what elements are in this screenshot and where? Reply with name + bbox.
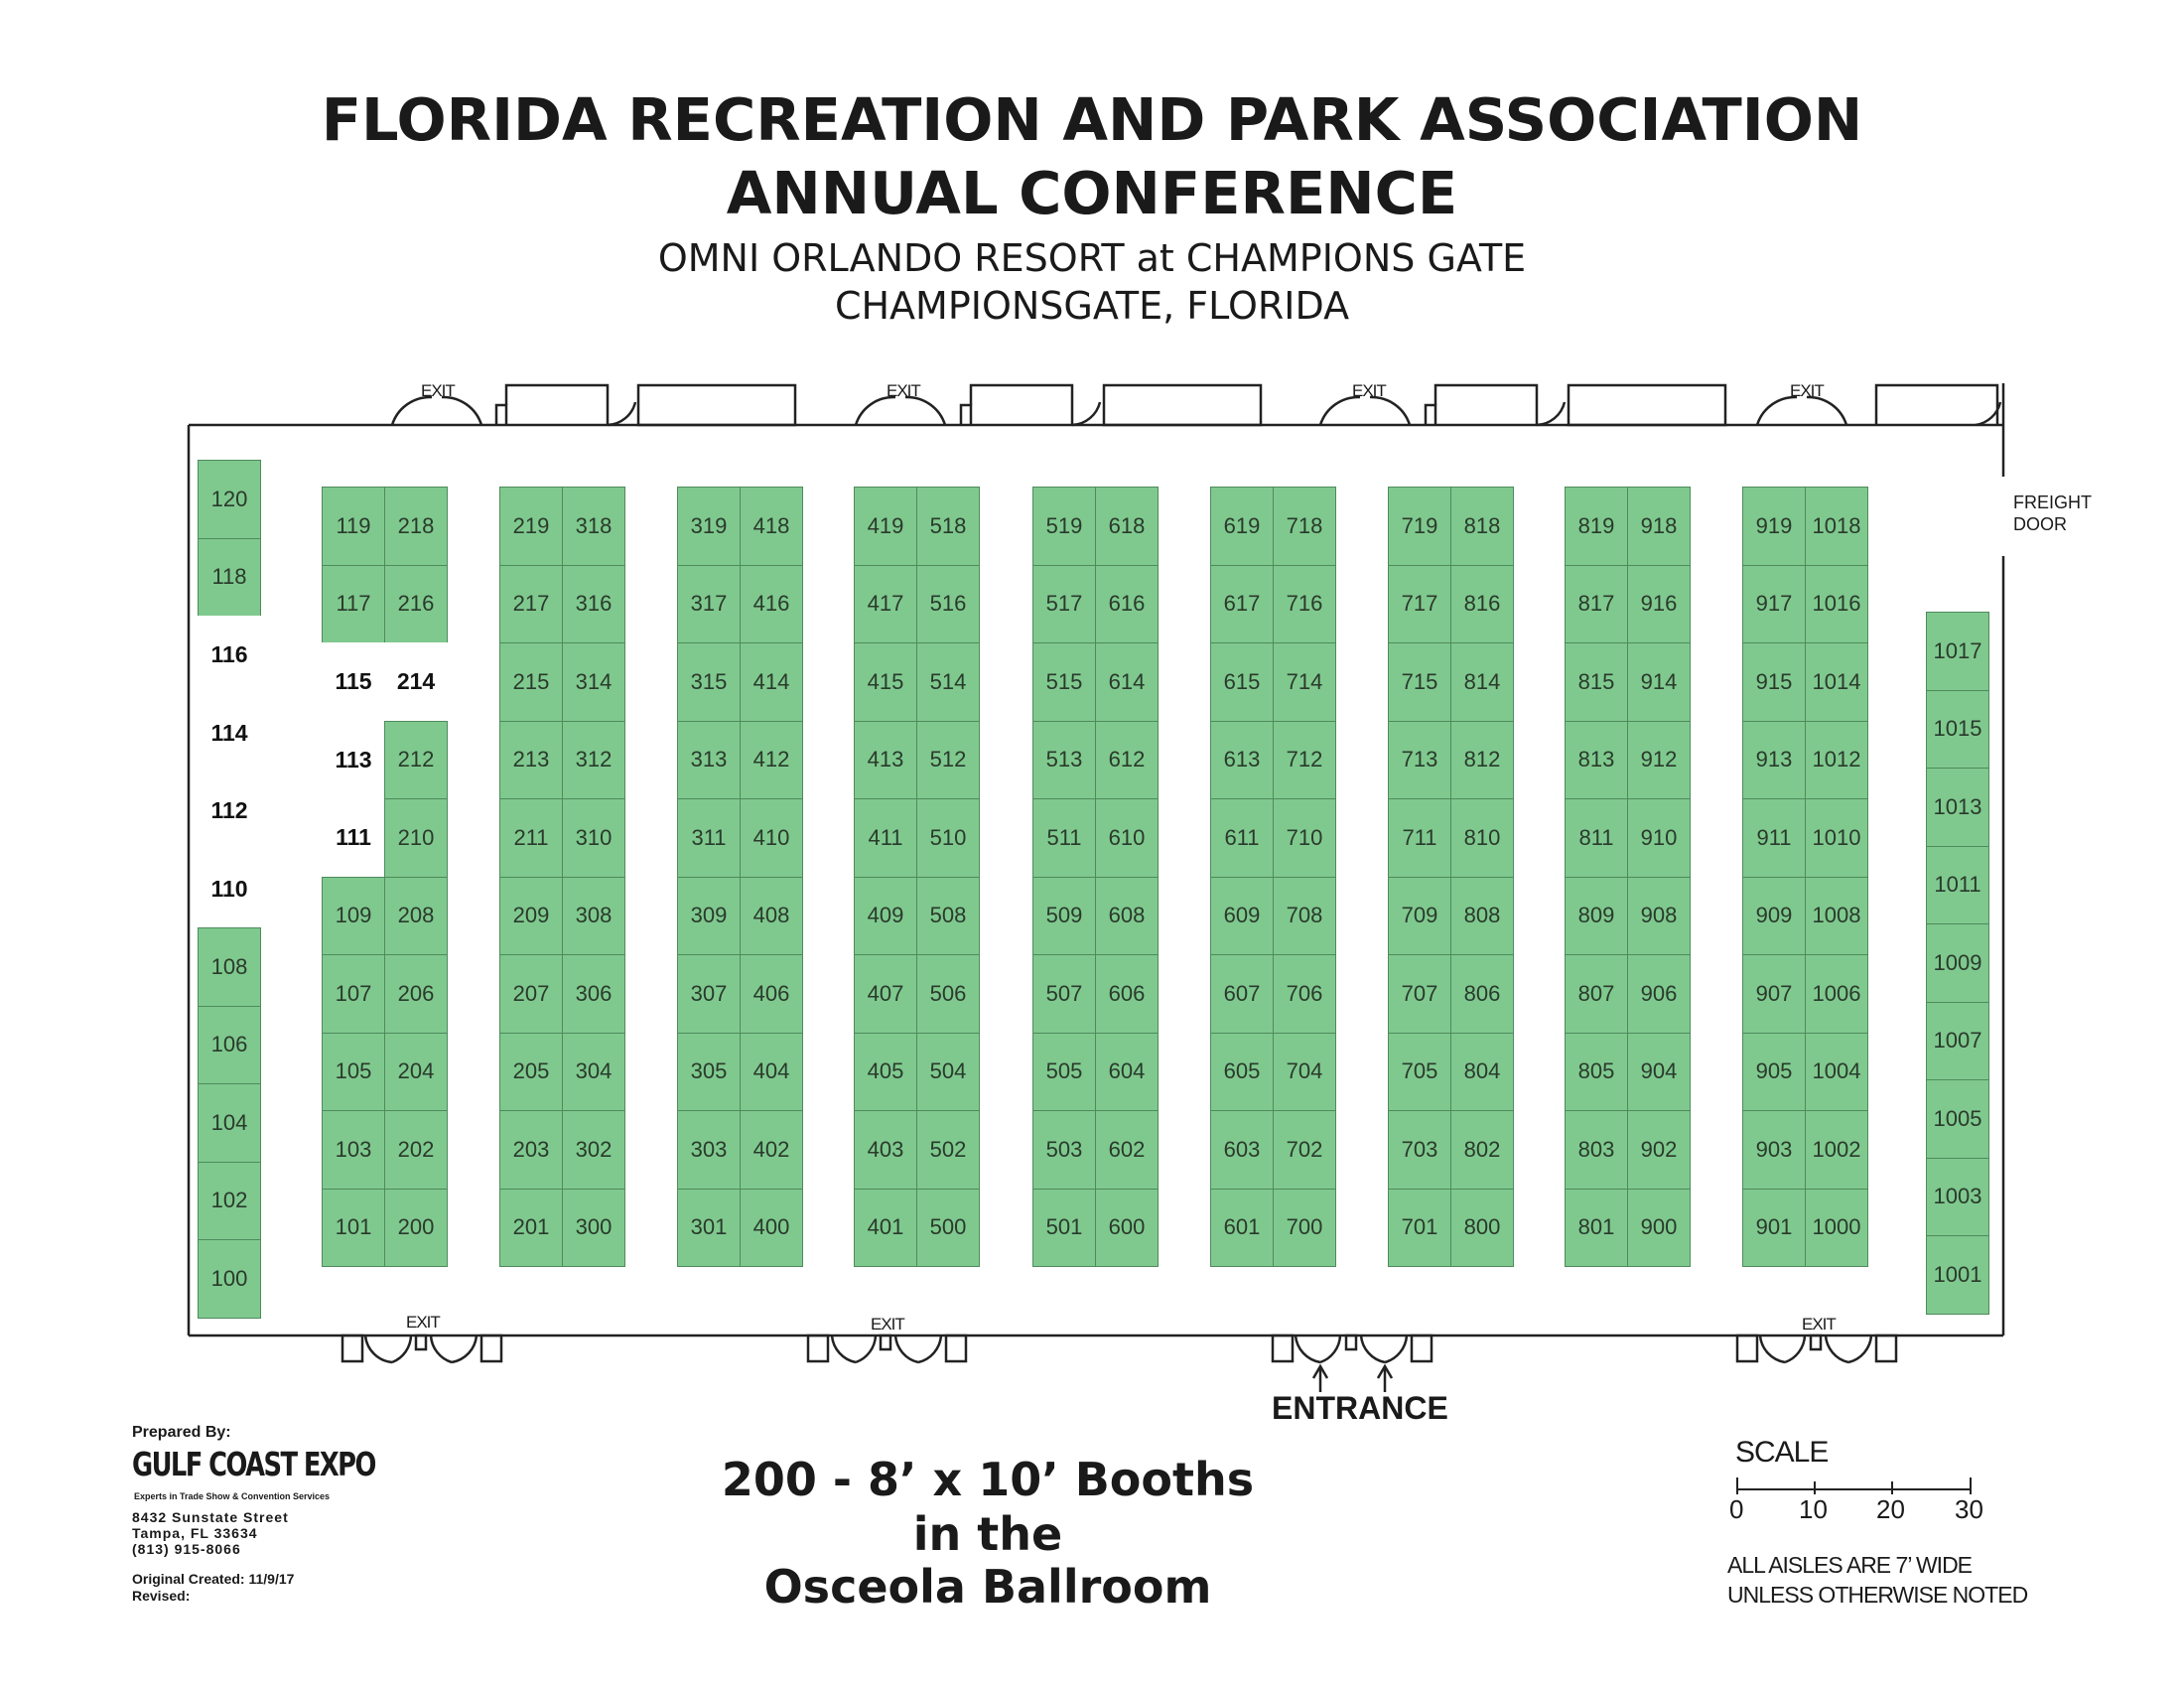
booth-400[interactable]: 400 bbox=[740, 1189, 803, 1268]
booth-513[interactable]: 513 bbox=[1032, 721, 1096, 800]
booth-619[interactable]: 619 bbox=[1210, 487, 1274, 566]
booth-312[interactable]: 312 bbox=[562, 721, 625, 800]
booth-615[interactable]: 615 bbox=[1210, 642, 1274, 722]
booth-307[interactable]: 307 bbox=[677, 954, 741, 1034]
booth-807[interactable]: 807 bbox=[1565, 954, 1628, 1034]
booth-404[interactable]: 404 bbox=[740, 1033, 803, 1112]
booth-708[interactable]: 708 bbox=[1273, 877, 1336, 956]
booth-508[interactable]: 508 bbox=[916, 877, 980, 956]
booth-1006[interactable]: 1006 bbox=[1805, 954, 1868, 1034]
booth-518[interactable]: 518 bbox=[916, 487, 980, 566]
booth-500[interactable]: 500 bbox=[916, 1189, 980, 1268]
booth-817[interactable]: 817 bbox=[1565, 565, 1628, 644]
booth-605[interactable]: 605 bbox=[1210, 1033, 1274, 1112]
booth-502[interactable]: 502 bbox=[916, 1110, 980, 1190]
booth-215[interactable]: 215 bbox=[499, 642, 563, 722]
booth-1000[interactable]: 1000 bbox=[1805, 1189, 1868, 1268]
booth-805[interactable]: 805 bbox=[1565, 1033, 1628, 1112]
booth-609[interactable]: 609 bbox=[1210, 877, 1274, 956]
booth-210[interactable]: 210 bbox=[384, 798, 448, 878]
booth-713[interactable]: 713 bbox=[1388, 721, 1451, 800]
booth-818[interactable]: 818 bbox=[1450, 487, 1514, 566]
booth-919[interactable]: 919 bbox=[1742, 487, 1806, 566]
exit-label-top-4: EXIT bbox=[1790, 381, 1824, 400]
booth-710[interactable]: 710 bbox=[1273, 798, 1336, 878]
booth-203[interactable]: 203 bbox=[499, 1110, 563, 1190]
booth-701[interactable]: 701 bbox=[1388, 1189, 1451, 1268]
booth-418[interactable]: 418 bbox=[740, 487, 803, 566]
booth-802[interactable]: 802 bbox=[1450, 1110, 1514, 1190]
booth-1009[interactable]: 1009 bbox=[1926, 923, 1989, 1003]
entrance-label: ENTRANCE bbox=[1272, 1390, 1448, 1426]
exit-label-top-2: EXIT bbox=[887, 381, 920, 400]
booth-900[interactable]: 900 bbox=[1627, 1189, 1691, 1268]
booth-1002[interactable]: 1002 bbox=[1805, 1110, 1868, 1190]
booth-819[interactable]: 819 bbox=[1565, 487, 1628, 566]
booth-108[interactable]: 108 bbox=[198, 927, 261, 1007]
booth-202[interactable]: 202 bbox=[384, 1110, 448, 1190]
booth-407[interactable]: 407 bbox=[854, 954, 917, 1034]
company-phone: (813) 915-8066 bbox=[132, 1541, 241, 1557]
original-created: Original Created: 11/9/17 bbox=[132, 1571, 295, 1587]
booth-804[interactable]: 804 bbox=[1450, 1033, 1514, 1112]
creation-info bbox=[132, 1571, 294, 1605]
booth-606[interactable]: 606 bbox=[1095, 954, 1159, 1034]
company-tagline: Experts in Trade Show & Convention Services bbox=[134, 1491, 331, 1501]
booth-405[interactable]: 405 bbox=[854, 1033, 917, 1112]
booth-315[interactable]: 315 bbox=[677, 642, 741, 722]
freight-door-line2: DOOR bbox=[2013, 514, 2067, 534]
booth-207[interactable]: 207 bbox=[499, 954, 563, 1034]
booth-120[interactable]: 120 bbox=[198, 460, 261, 539]
booth-302[interactable]: 302 bbox=[562, 1110, 625, 1190]
booth-918[interactable]: 918 bbox=[1627, 487, 1691, 566]
booth-412[interactable]: 412 bbox=[740, 721, 803, 800]
booth-718[interactable]: 718 bbox=[1273, 487, 1336, 566]
booth-314[interactable]: 314 bbox=[562, 642, 625, 722]
booth-703[interactable]: 703 bbox=[1388, 1110, 1451, 1190]
booth-1005[interactable]: 1005 bbox=[1926, 1079, 1989, 1159]
booth-100[interactable]: 100 bbox=[198, 1239, 261, 1319]
booth-908[interactable]: 908 bbox=[1627, 877, 1691, 956]
booth-413[interactable]: 413 bbox=[854, 721, 917, 800]
booth-317[interactable]: 317 bbox=[677, 565, 741, 644]
booth-712[interactable]: 712 bbox=[1273, 721, 1336, 800]
booth-604[interactable]: 604 bbox=[1095, 1033, 1159, 1112]
booth-505[interactable]: 505 bbox=[1032, 1033, 1096, 1112]
booth-814[interactable]: 814 bbox=[1450, 642, 1514, 722]
booth-911[interactable]: 911 bbox=[1742, 798, 1806, 878]
scale-tick-0: 0 bbox=[1729, 1494, 1744, 1524]
booth-903[interactable]: 903 bbox=[1742, 1110, 1806, 1190]
booth-501[interactable]: 501 bbox=[1032, 1189, 1096, 1268]
booth-1013[interactable]: 1013 bbox=[1926, 768, 1989, 847]
entrance-arrows bbox=[1313, 1366, 1392, 1392]
booth-1011[interactable]: 1011 bbox=[1926, 846, 1989, 925]
booth-901[interactable]: 901 bbox=[1742, 1189, 1806, 1268]
booth-507[interactable]: 507 bbox=[1032, 954, 1096, 1034]
booth-503[interactable]: 503 bbox=[1032, 1110, 1096, 1190]
booth-612[interactable]: 612 bbox=[1095, 721, 1159, 800]
booth-107[interactable]: 107 bbox=[322, 954, 385, 1034]
bottom-exit-door-1 bbox=[342, 1336, 501, 1362]
booth-316[interactable]: 316 bbox=[562, 565, 625, 644]
scale-bar bbox=[1737, 1477, 1971, 1494]
booth-110[interactable]: 110 bbox=[198, 850, 261, 929]
booth-812[interactable]: 812 bbox=[1450, 721, 1514, 800]
booth-810[interactable]: 810 bbox=[1450, 798, 1514, 878]
booth-602[interactable]: 602 bbox=[1095, 1110, 1159, 1190]
exit-label-top-1: EXIT bbox=[421, 381, 455, 400]
booth-417[interactable]: 417 bbox=[854, 565, 917, 644]
booth-318[interactable]: 318 bbox=[562, 487, 625, 566]
booth-112[interactable]: 112 bbox=[198, 772, 261, 851]
freight-door-line1: FREIGHT bbox=[2013, 492, 2092, 512]
booth-304[interactable]: 304 bbox=[562, 1033, 625, 1112]
scale-tick-10: 10 bbox=[1799, 1494, 1828, 1524]
booth-904[interactable]: 904 bbox=[1627, 1033, 1691, 1112]
booth-816[interactable]: 816 bbox=[1450, 565, 1514, 644]
booth-117[interactable]: 117 bbox=[322, 565, 385, 644]
booth-311[interactable]: 311 bbox=[677, 798, 741, 878]
booth-709[interactable]: 709 bbox=[1388, 877, 1451, 956]
venue-name: OMNI ORLANDO RESORT at CHAMPIONS GATE bbox=[657, 236, 1527, 280]
booth-310[interactable]: 310 bbox=[562, 798, 625, 878]
booth-403[interactable]: 403 bbox=[854, 1110, 917, 1190]
aisle-note-line1: ALL AISLES ARE 7’ WIDE bbox=[1727, 1552, 1973, 1578]
booth-803[interactable]: 803 bbox=[1565, 1110, 1628, 1190]
booth-916[interactable]: 916 bbox=[1627, 565, 1691, 644]
booth-1008[interactable]: 1008 bbox=[1805, 877, 1868, 956]
booth-116[interactable]: 116 bbox=[198, 616, 261, 695]
company-logo: GULF COAST EXPO bbox=[132, 1445, 375, 1483]
booth-509[interactable]: 509 bbox=[1032, 877, 1096, 956]
aisle-note-line2: UNLESS OTHERWISE NOTED bbox=[1727, 1582, 2028, 1608]
booth-906[interactable]: 906 bbox=[1627, 954, 1691, 1034]
booth-917[interactable]: 917 bbox=[1742, 565, 1806, 644]
booth-319[interactable]: 319 bbox=[677, 487, 741, 566]
booth-1007[interactable]: 1007 bbox=[1926, 1002, 1989, 1081]
booth-806[interactable]: 806 bbox=[1450, 954, 1514, 1034]
booth-608[interactable]: 608 bbox=[1095, 877, 1159, 956]
booth-600[interactable]: 600 bbox=[1095, 1189, 1159, 1268]
booth-306[interactable]: 306 bbox=[562, 954, 625, 1034]
booth-219[interactable]: 219 bbox=[499, 487, 563, 566]
booth-1003[interactable]: 1003 bbox=[1926, 1158, 1989, 1237]
booth-301[interactable]: 301 bbox=[677, 1189, 741, 1268]
booth-1012[interactable]: 1012 bbox=[1805, 721, 1868, 800]
booth-909[interactable]: 909 bbox=[1742, 877, 1806, 956]
freight-door-label bbox=[2013, 492, 2092, 535]
booth-105[interactable]: 105 bbox=[322, 1033, 385, 1112]
booth-613[interactable]: 613 bbox=[1210, 721, 1274, 800]
booth-915[interactable]: 915 bbox=[1742, 642, 1806, 722]
booth-912[interactable]: 912 bbox=[1627, 721, 1691, 800]
booth-510[interactable]: 510 bbox=[916, 798, 980, 878]
booth-808[interactable]: 808 bbox=[1450, 877, 1514, 956]
address-city: Tampa, FL 33634 bbox=[132, 1525, 258, 1541]
booth-411[interactable]: 411 bbox=[854, 798, 917, 878]
venue-location: CHAMPIONSGATE, FLORIDA bbox=[834, 284, 1350, 328]
booth-519[interactable]: 519 bbox=[1032, 487, 1096, 566]
booth-515[interactable]: 515 bbox=[1032, 642, 1096, 722]
booth-216[interactable]: 216 bbox=[384, 565, 448, 644]
booth-214[interactable]: 214 bbox=[384, 642, 448, 722]
booth-313[interactable]: 313 bbox=[677, 721, 741, 800]
booth-416[interactable]: 416 bbox=[740, 565, 803, 644]
booth-406[interactable]: 406 bbox=[740, 954, 803, 1034]
booth-1004[interactable]: 1004 bbox=[1805, 1033, 1868, 1112]
booth-402[interactable]: 402 bbox=[740, 1110, 803, 1190]
booth-702[interactable]: 702 bbox=[1273, 1110, 1336, 1190]
booth-count-summary: 200 - 8’ x 10’ Booths bbox=[721, 1453, 1255, 1506]
exit-label-bottom-3: EXIT bbox=[1802, 1315, 1836, 1334]
booth-603[interactable]: 603 bbox=[1210, 1110, 1274, 1190]
booth-711[interactable]: 711 bbox=[1388, 798, 1451, 878]
booth-1018[interactable]: 1018 bbox=[1805, 487, 1868, 566]
booth-309[interactable]: 309 bbox=[677, 877, 741, 956]
booth-204[interactable]: 204 bbox=[384, 1033, 448, 1112]
booth-212[interactable]: 212 bbox=[384, 721, 448, 800]
booth-1010[interactable]: 1010 bbox=[1805, 798, 1868, 878]
booth-300[interactable]: 300 bbox=[562, 1189, 625, 1268]
booth-218[interactable]: 218 bbox=[384, 487, 448, 566]
booth-211[interactable]: 211 bbox=[499, 798, 563, 878]
booth-601[interactable]: 601 bbox=[1210, 1189, 1274, 1268]
bottom-exit-door-2 bbox=[808, 1336, 966, 1362]
bottom-exit-door-3 bbox=[1737, 1336, 1896, 1362]
booth-217[interactable]: 217 bbox=[499, 565, 563, 644]
booth-815[interactable]: 815 bbox=[1565, 642, 1628, 722]
prepared-by-label: Prepared By: bbox=[132, 1424, 231, 1441]
company-address bbox=[132, 1509, 289, 1557]
booth-1016[interactable]: 1016 bbox=[1805, 565, 1868, 644]
entrance-doors bbox=[1273, 1336, 1432, 1362]
booth-118[interactable]: 118 bbox=[198, 538, 261, 618]
booth-101[interactable]: 101 bbox=[322, 1189, 385, 1268]
event-subtitle: ANNUAL CONFERENCE bbox=[726, 159, 1458, 227]
booth-907[interactable]: 907 bbox=[1742, 954, 1806, 1034]
scale-title: SCALE bbox=[1735, 1436, 1829, 1469]
booth-607[interactable]: 607 bbox=[1210, 954, 1274, 1034]
booth-201[interactable]: 201 bbox=[499, 1189, 563, 1268]
scale-tick-30: 30 bbox=[1955, 1494, 1983, 1524]
booth-800[interactable]: 800 bbox=[1450, 1189, 1514, 1268]
booth-610[interactable]: 610 bbox=[1095, 798, 1159, 878]
booth-811[interactable]: 811 bbox=[1565, 798, 1628, 878]
booth-707[interactable]: 707 bbox=[1388, 954, 1451, 1034]
booth-511[interactable]: 511 bbox=[1032, 798, 1096, 878]
booth-715[interactable]: 715 bbox=[1388, 642, 1451, 722]
booth-208[interactable]: 208 bbox=[384, 877, 448, 956]
booth-910[interactable]: 910 bbox=[1627, 798, 1691, 878]
booth-114[interactable]: 114 bbox=[198, 694, 261, 774]
booth-705[interactable]: 705 bbox=[1388, 1033, 1451, 1112]
booth-902[interactable]: 902 bbox=[1627, 1110, 1691, 1190]
event-title: FLORIDA RECREATION AND PARK ASSOCIATION bbox=[321, 85, 1863, 154]
booth-414[interactable]: 414 bbox=[740, 642, 803, 722]
booth-809[interactable]: 809 bbox=[1565, 877, 1628, 956]
booth-209[interactable]: 209 bbox=[499, 877, 563, 956]
booth-213[interactable]: 213 bbox=[499, 721, 563, 800]
booth-200[interactable]: 200 bbox=[384, 1189, 448, 1268]
address-street: 8432 Sunstate Street bbox=[132, 1509, 289, 1525]
booth-714[interactable]: 714 bbox=[1273, 642, 1336, 722]
booth-106[interactable]: 106 bbox=[198, 1006, 261, 1085]
revised: Revised: bbox=[132, 1588, 191, 1604]
booth-614[interactable]: 614 bbox=[1095, 642, 1159, 722]
booth-308[interactable]: 308 bbox=[562, 877, 625, 956]
booth-401[interactable]: 401 bbox=[854, 1189, 917, 1268]
room-name: Osceola Ballroom bbox=[763, 1560, 1212, 1614]
booth-801[interactable]: 801 bbox=[1565, 1189, 1628, 1268]
booth-616[interactable]: 616 bbox=[1095, 565, 1159, 644]
booth-115[interactable]: 115 bbox=[322, 642, 385, 722]
booth-1001[interactable]: 1001 bbox=[1926, 1235, 1989, 1315]
booth-716[interactable]: 716 bbox=[1273, 565, 1336, 644]
exit-label-bottom-2: EXIT bbox=[871, 1315, 904, 1334]
booth-700[interactable]: 700 bbox=[1273, 1189, 1336, 1268]
booth-516[interactable]: 516 bbox=[916, 565, 980, 644]
booth-717[interactable]: 717 bbox=[1388, 565, 1451, 644]
booth-719[interactable]: 719 bbox=[1388, 487, 1451, 566]
booth-913[interactable]: 913 bbox=[1742, 721, 1806, 800]
booth-111[interactable]: 111 bbox=[322, 798, 385, 878]
summary-in-the: in the bbox=[912, 1507, 1063, 1561]
booth-206[interactable]: 206 bbox=[384, 954, 448, 1034]
booth-419[interactable]: 419 bbox=[854, 487, 917, 566]
booth-618[interactable]: 618 bbox=[1095, 487, 1159, 566]
booth-104[interactable]: 104 bbox=[198, 1083, 261, 1163]
booth-113[interactable]: 113 bbox=[322, 721, 385, 800]
booth-514[interactable]: 514 bbox=[916, 642, 980, 722]
booth-410[interactable]: 410 bbox=[740, 798, 803, 878]
booth-914[interactable]: 914 bbox=[1627, 642, 1691, 722]
booth-517[interactable]: 517 bbox=[1032, 565, 1096, 644]
booth-303[interactable]: 303 bbox=[677, 1110, 741, 1190]
booth-813[interactable]: 813 bbox=[1565, 721, 1628, 800]
booth-512[interactable]: 512 bbox=[916, 721, 980, 800]
booth-408[interactable]: 408 bbox=[740, 877, 803, 956]
booth-205[interactable]: 205 bbox=[499, 1033, 563, 1112]
booth-504[interactable]: 504 bbox=[916, 1033, 980, 1112]
booth-617[interactable]: 617 bbox=[1210, 565, 1274, 644]
booth-415[interactable]: 415 bbox=[854, 642, 917, 722]
booth-305[interactable]: 305 bbox=[677, 1033, 741, 1112]
booth-506[interactable]: 506 bbox=[916, 954, 980, 1034]
booth-1015[interactable]: 1015 bbox=[1926, 690, 1989, 770]
booth-706[interactable]: 706 bbox=[1273, 954, 1336, 1034]
exit-label-bottom-1: EXIT bbox=[406, 1313, 440, 1332]
booth-1014[interactable]: 1014 bbox=[1805, 642, 1868, 722]
exit-label-top-3: EXIT bbox=[1352, 381, 1386, 400]
booth-102[interactable]: 102 bbox=[198, 1162, 261, 1241]
booth-905[interactable]: 905 bbox=[1742, 1033, 1806, 1112]
scale-tick-20: 20 bbox=[1876, 1494, 1905, 1524]
booth-103[interactable]: 103 bbox=[322, 1110, 385, 1190]
booth-611[interactable]: 611 bbox=[1210, 798, 1274, 878]
booth-1017[interactable]: 1017 bbox=[1926, 612, 1989, 691]
booth-109[interactable]: 109 bbox=[322, 877, 385, 956]
booth-119[interactable]: 119 bbox=[322, 487, 385, 566]
booth-409[interactable]: 409 bbox=[854, 877, 917, 956]
booth-704[interactable]: 704 bbox=[1273, 1033, 1336, 1112]
